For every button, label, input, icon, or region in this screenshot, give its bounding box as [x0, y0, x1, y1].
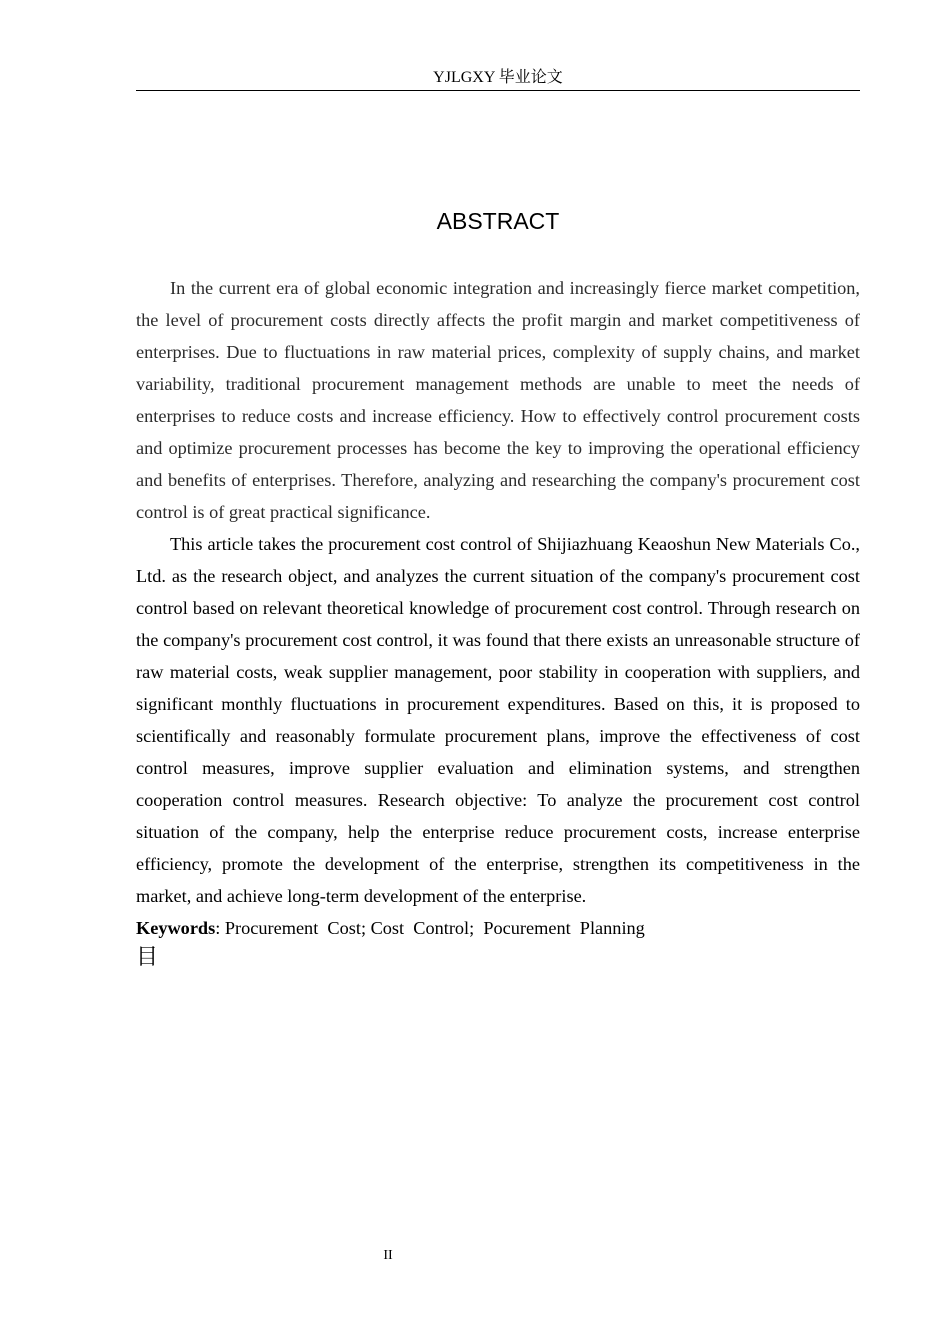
keywords-label: Keywords: [136, 918, 216, 938]
running-header-title: YJLGXY 毕业论文: [433, 69, 563, 86]
abstract-paragraph-2: This article takes the procurement cost control of Shijiazhuang Keaoshun New Materials Co., Ltd. as the research object, and analyzes the current situation of the company's procurement cost control based on relevant theoretical knowledge of procurement cost control. Through research on the company's procurement cost control, it was found that there exists an unreasonable structure of raw material costs, weak supplier management, poor stability in cooperation with suppliers, and significant monthly fluctuations in procurement expenditures. Based on this, it is proposed to scientifically and reasonably formulate procurement plans, improve the effectiveness of cost control measures, improve supplier evaluation and elimination systems, and strengthen cooperation control measures. Research objective: To analyze the procurement cost control situation of the company, help the enterprise reduce procurement costs, increase enterprise efficiency, promote the development of the enterprise, strengthen its competitiveness in the market, and achieve long-term development of the enterprise.: [136, 534, 860, 906]
toc-heading-fragment: 目: [136, 945, 159, 970]
running-header: [136, 68, 860, 91]
keywords-line: [136, 912, 860, 944]
abstract-paragraph-1: In the current era of global economic integration and increasingly fierce market competition, the level of procurement costs directly affects the profit margin and market competitiveness of enterprises. Due to fluctuations in raw material prices, complexity of supply chains, and market variability, traditional procurement management methods are unable to meet the needs of enterprises to reduce costs and increase efficiency. How to effectively control procurement costs and optimize procurement processes has become the key to improving the operational efficiency and benefits of enterprises. Therefore, analyzing and researching the company's procurement cost control is of great practical significance.: [136, 278, 860, 522]
page-number: II: [383, 1248, 393, 1263]
keywords-text: : Procurement Cost; Cost Control; Pocurement Planning: [215, 918, 645, 938]
abstract-title: ABSTRACT: [436, 208, 560, 234]
abstract-body: [136, 272, 860, 972]
